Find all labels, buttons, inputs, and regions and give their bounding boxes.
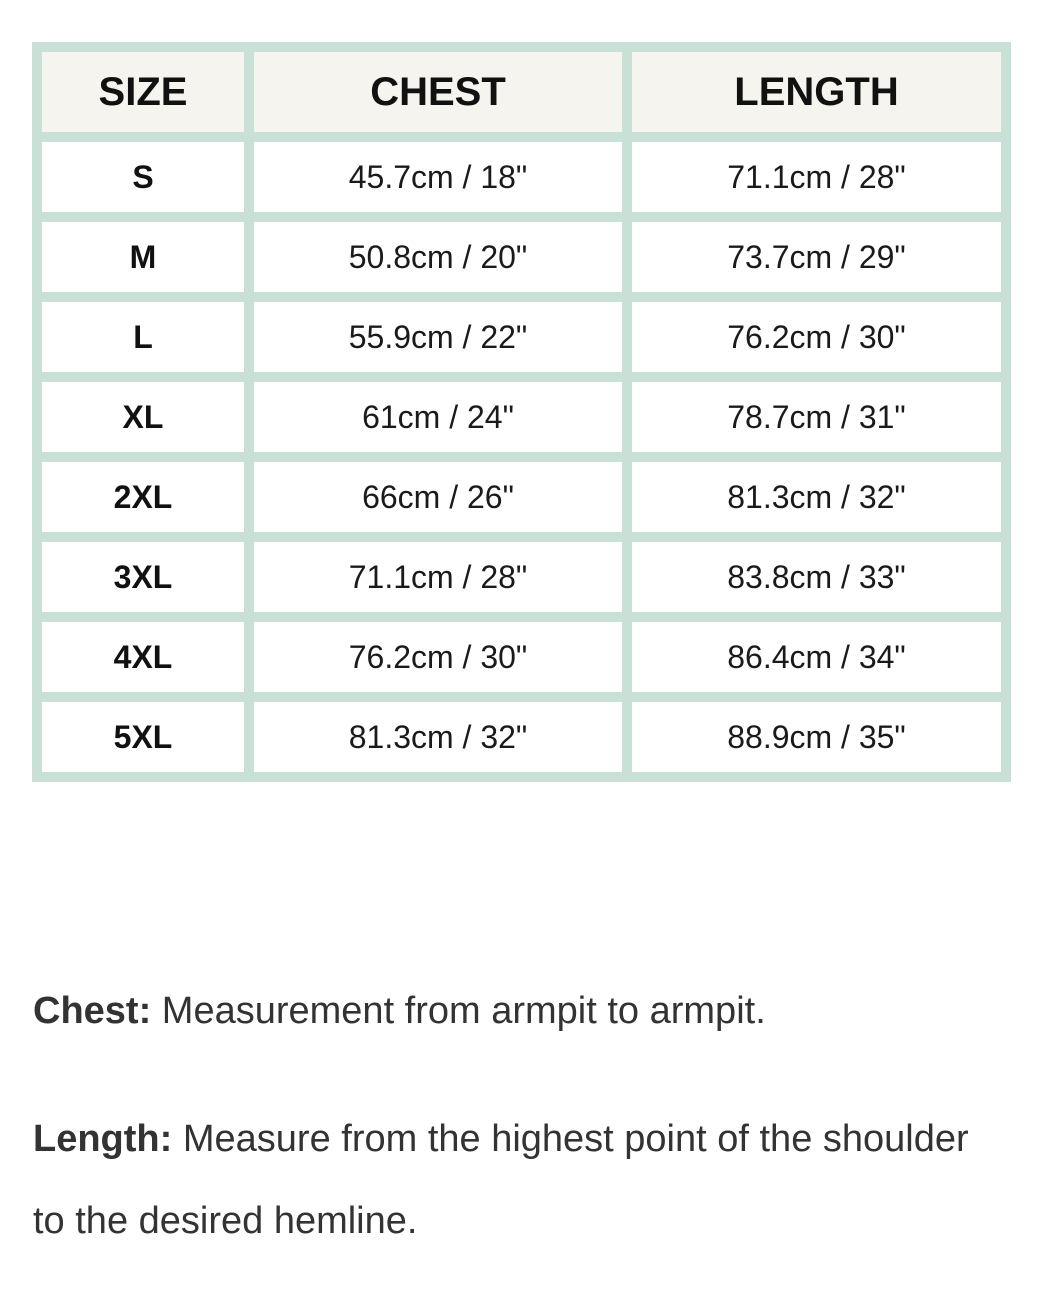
chest-cell: 71.1cm / 28" [254, 542, 622, 612]
size-cell: 3XL [42, 542, 244, 612]
chest-cell: 81.3cm / 32" [254, 702, 622, 772]
chest-cell: 61cm / 24" [254, 382, 622, 452]
table-row [42, 302, 1001, 372]
header-length: LENGTH [632, 52, 1001, 132]
chest-cell: 76.2cm / 30" [254, 622, 622, 692]
table-row [42, 542, 1001, 612]
size-cell: 5XL [42, 702, 244, 772]
size-cell: XL [42, 382, 244, 452]
chest-cell: 45.7cm / 18" [254, 142, 622, 212]
length-note [33, 1098, 993, 1262]
length-cell: 86.4cm / 34" [632, 622, 1001, 692]
size-cell: S [42, 142, 244, 212]
length-cell: 76.2cm / 30" [632, 302, 1001, 372]
length-cell: 78.7cm / 31" [632, 382, 1001, 452]
table-row [42, 462, 1001, 532]
header-size: SIZE [42, 52, 244, 132]
size-cell: 4XL [42, 622, 244, 692]
length-cell: 71.1cm / 28" [632, 142, 1001, 212]
size-chart-body [42, 142, 1001, 772]
table-row [42, 142, 1001, 212]
table-row [42, 702, 1001, 772]
table-row [42, 222, 1001, 292]
length-cell: 88.9cm / 35" [632, 702, 1001, 772]
chest-cell: 50.8cm / 20" [254, 222, 622, 292]
length-note-label: Length: [33, 1118, 173, 1160]
size-cell: 2XL [42, 462, 244, 532]
header-chest: CHEST [254, 52, 622, 132]
size-chart-table [32, 42, 1011, 782]
chest-note-label: Chest: [33, 990, 152, 1032]
length-cell: 83.8cm / 33" [632, 542, 1001, 612]
chest-note [33, 970, 993, 1052]
length-cell: 81.3cm / 32" [632, 462, 1001, 532]
table-row [42, 382, 1001, 452]
chest-note-text: Measurement from armpit to armpit. [161, 990, 766, 1032]
length-cell: 73.7cm / 29" [632, 222, 1001, 292]
size-chart-header [42, 52, 1001, 132]
measurement-notes [33, 970, 993, 1262]
size-cell: L [42, 302, 244, 372]
length-note-text: Measure from the highest point of the shoulder to the desired hemline. [33, 1118, 969, 1242]
chest-cell: 66cm / 26" [254, 462, 622, 532]
table-row [42, 622, 1001, 692]
chest-cell: 55.9cm / 22" [254, 302, 622, 372]
size-cell: M [42, 222, 244, 292]
header-row [42, 52, 1001, 132]
